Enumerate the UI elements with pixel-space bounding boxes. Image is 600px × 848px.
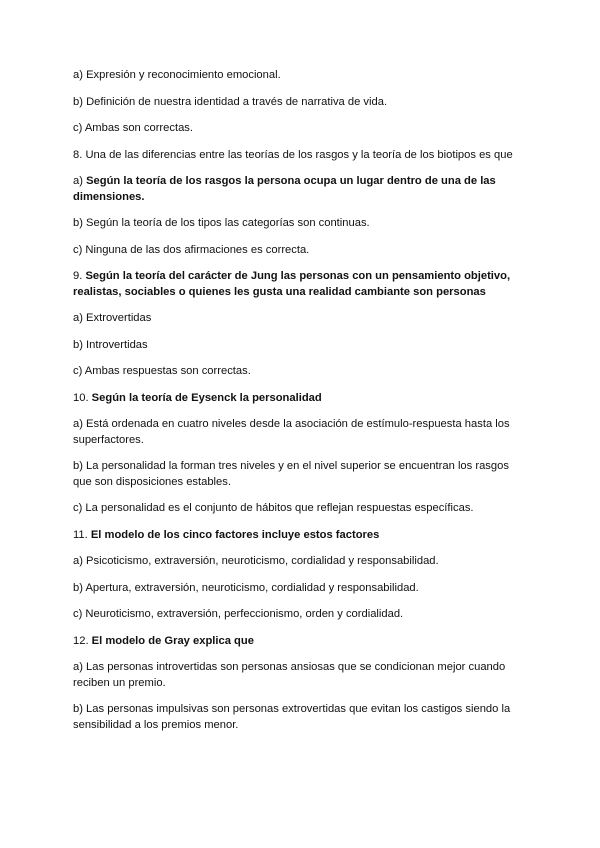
q9-option-b: b) Introvertidas	[73, 338, 148, 351]
q10-title: 10. Según la teoría de Eysenck la personalidad	[73, 391, 322, 404]
q11-title: 11. El modelo de los cinco factores incluye estos factores	[73, 528, 380, 541]
q9-option-c: c) Ambas respuestas son correctas.	[73, 365, 251, 377]
q12-title: 12. El modelo de Gray explica que	[73, 634, 254, 647]
q11-option-a: a) Psicoticismo, extraversión, neuroticismo, cordialidad y responsabilidad.	[73, 555, 439, 567]
q12-option-b: b) Las personas impulsivas son personas extrovertidas que evitan los castigos siendo la sensibilidad a los premios menor.	[73, 703, 511, 731]
q7-option-a: a) Expresión y reconocimiento emocional.	[73, 69, 281, 81]
q10-option-a: a) Está ordenada en cuatro niveles desde la asociación de estímulo-respuesta hasta los superfactores.	[73, 418, 510, 446]
q7-option-b: b) Definición de nuestra identidad a través de narrativa de vida.	[73, 95, 388, 108]
q10-option-c: c) La personalidad es el conjunto de hábitos que reflejan respuestas específicas.	[73, 502, 474, 514]
q11-option-b: b) Apertura, extraversión, neuroticismo, cordialidad y responsabilidad.	[73, 581, 419, 594]
q8-option-b: b) Según la teoría de los tipos las categorías son continuas.	[73, 217, 370, 229]
q9-option-a: a) Extrovertidas	[73, 312, 152, 324]
q8-option-a: a) Según la teoría de los rasgos la persona ocupa un lugar dentro de una de las dimensiones.	[73, 175, 496, 203]
q10-option-b: b) La personalidad la forman tres niveles y en el nivel superior se encuentran los rasgos que son disposiciones estables.	[73, 460, 509, 488]
q11-option-c: c) Neuroticismo, extraversión, perfeccionismo, orden y cordialidad.	[73, 608, 404, 620]
q8-option-c: c) Ninguna de las dos afirmaciones es correcta.	[73, 243, 310, 256]
q8-title: 8. Una de las diferencias entre las teorías de los rasgos y la teoría de los biotipos es que	[73, 148, 513, 161]
q7-option-c: c) Ambas son correctas.	[73, 122, 194, 134]
document-page	[73, 68, 523, 733]
q12-option-a: a) Las personas introvertidas son personas ansiosas que se condicionan mejor cuando reciben un premio.	[73, 661, 506, 689]
q9-title: 9. Según la teoría del carácter de Jung las personas con un pensamiento objetivo, realistas, sociables o quienes les gusta una realidad cambiante son personas	[73, 270, 511, 298]
